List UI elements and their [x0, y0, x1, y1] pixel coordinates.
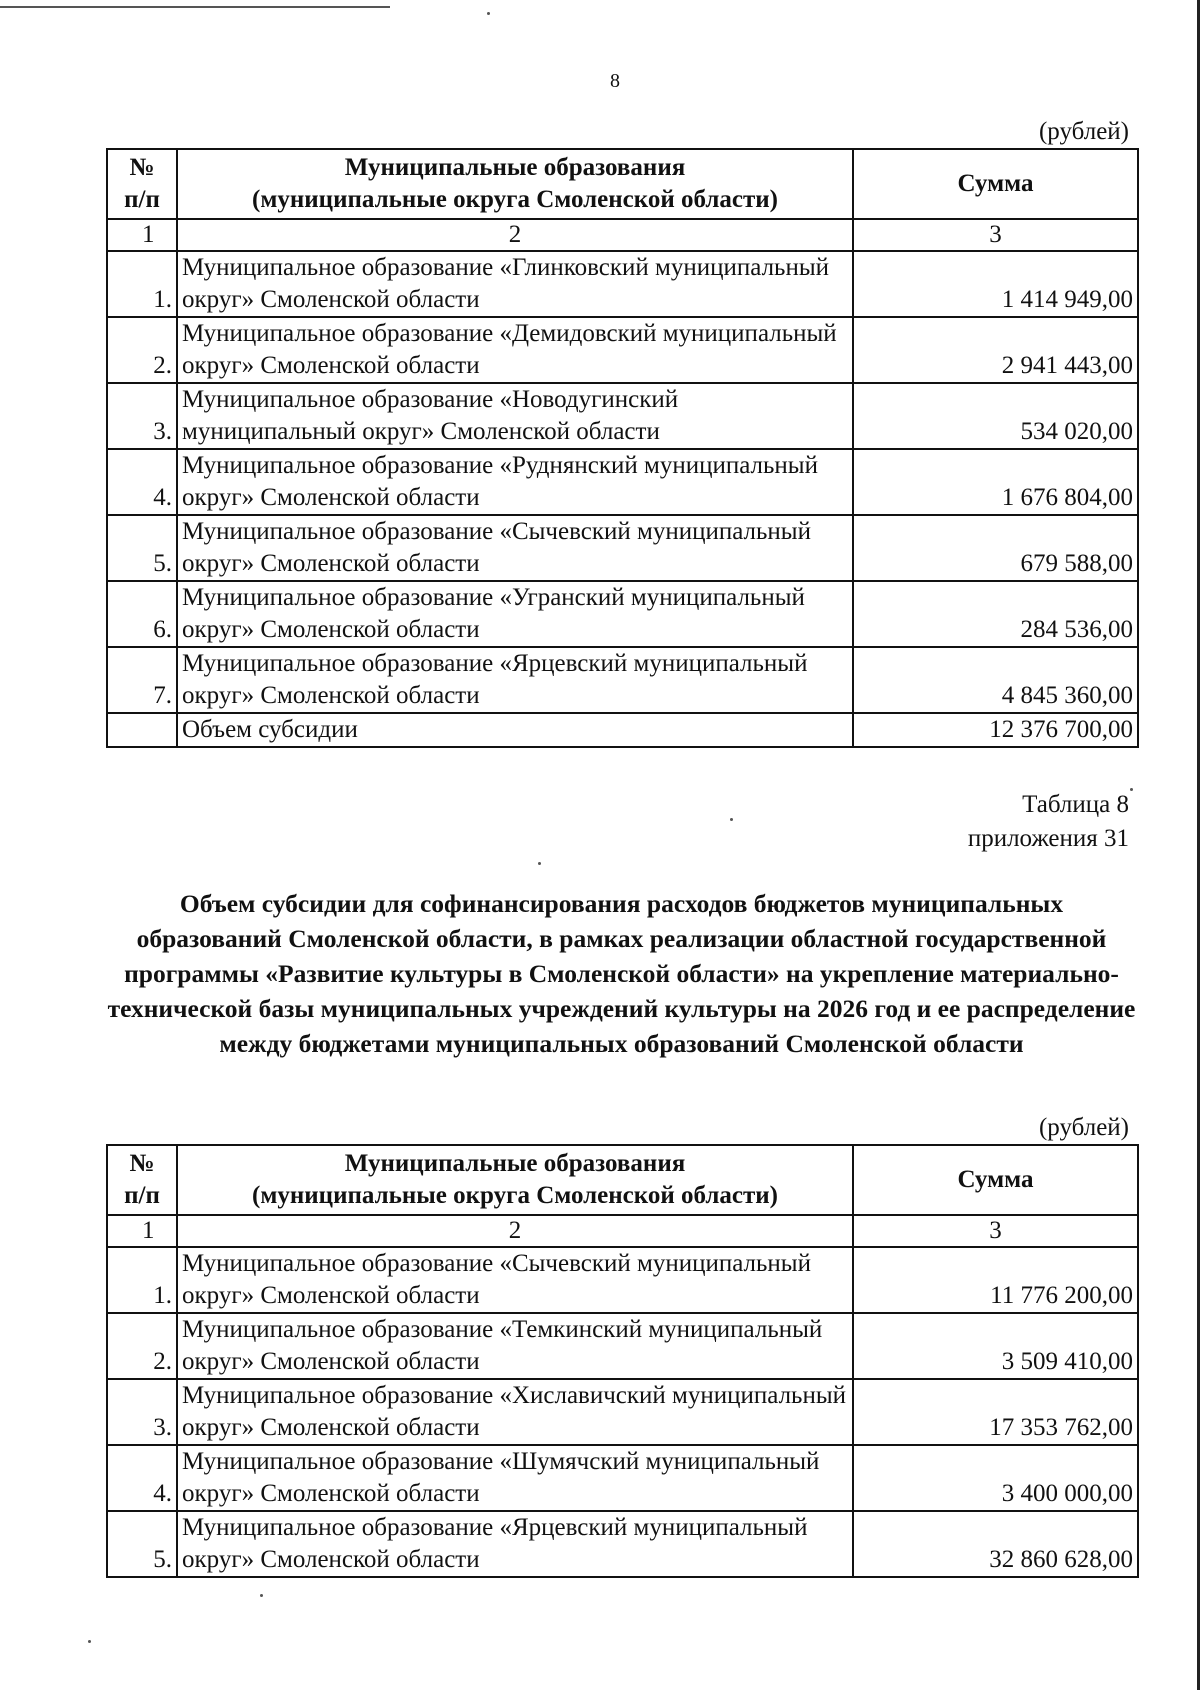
total-label: Объем субсидии	[177, 713, 853, 747]
index-cell: 3	[853, 1215, 1138, 1247]
row-sum: 17 353 762,00	[853, 1379, 1138, 1445]
row-sum: 2 941 443,00	[853, 317, 1138, 383]
row-sum: 1 414 949,00	[853, 251, 1138, 317]
row-municipality: Муниципальное образование «Демидовский муниципальный округ» Смоленской области	[177, 317, 853, 383]
row-municipality: Муниципальное образование «Глинковский муниципальный округ» Смоленской области	[177, 251, 853, 317]
header-municipality: Муниципальные образования (муниципальные округа Смоленской области)	[177, 1145, 853, 1215]
table-row	[107, 1511, 1138, 1577]
row-number: 2.	[107, 317, 177, 383]
subsidy-table-2	[106, 1144, 1139, 1578]
header-number: № п/п	[107, 149, 177, 219]
row-sum: 1 676 804,00	[853, 449, 1138, 515]
row-municipality: Муниципальное образование «Хиславичский муниципальный округ» Смоленской области	[177, 1379, 853, 1445]
row-sum: 3 509 410,00	[853, 1313, 1138, 1379]
row-municipality: Муниципальное образование «Темкинский муниципальный округ» Смоленской области	[177, 1313, 853, 1379]
index-cell: 1	[107, 219, 177, 251]
row-sum: 32 860 628,00	[853, 1511, 1138, 1577]
index-cell: 3	[853, 219, 1138, 251]
index-row	[107, 1215, 1138, 1247]
units-label: (рублей)	[1038, 1114, 1129, 1141]
table-row	[107, 515, 1138, 581]
page-number: 8	[610, 70, 620, 92]
table-caption	[968, 788, 1129, 856]
header-sum: Сумма	[853, 149, 1138, 219]
table-row	[107, 1379, 1138, 1445]
row-number: 5.	[107, 1511, 177, 1577]
table-row	[107, 1313, 1138, 1379]
table-body	[107, 1215, 1138, 1577]
row-sum: 4 845 360,00	[853, 647, 1138, 713]
scan-speck	[730, 818, 733, 821]
scan-speck	[260, 1594, 263, 1597]
row-municipality: Муниципальное образование «Сычевский муниципальный округ» Смоленской области	[177, 515, 853, 581]
row-number: 5.	[107, 515, 177, 581]
table-row	[107, 1445, 1138, 1511]
row-number: 1.	[107, 251, 177, 317]
row-sum: 534 020,00	[853, 383, 1138, 449]
row-sum: 284 536,00	[853, 581, 1138, 647]
table-row	[107, 1247, 1138, 1313]
total-row	[107, 713, 1138, 747]
row-sum: 11 776 200,00	[853, 1247, 1138, 1313]
units-label: (рублей)	[1038, 118, 1129, 145]
index-row	[107, 219, 1138, 251]
row-sum: 3 400 000,00	[853, 1445, 1138, 1511]
subsidy-table-1	[106, 148, 1139, 748]
row-municipality: Муниципальное образование «Ярцевский муниципальный округ» Смоленской области	[177, 647, 853, 713]
row-municipality: Муниципальное образование «Сычевский муниципальный округ» Смоленской области	[177, 1247, 853, 1313]
row-number: 3.	[107, 383, 177, 449]
total-sum: 12 376 700,00	[853, 713, 1138, 747]
row-number: 1.	[107, 1247, 177, 1313]
header-sum: Сумма	[853, 1145, 1138, 1215]
row-municipality: Муниципальное образование «Угранский муниципальный округ» Смоленской области	[177, 581, 853, 647]
row-number: 4.	[107, 449, 177, 515]
scan-speck	[1130, 788, 1133, 791]
caption-table-number: Таблица 8	[1022, 791, 1129, 818]
table-body	[107, 219, 1138, 747]
table-row	[107, 449, 1138, 515]
row-number: 3.	[107, 1379, 177, 1445]
table-heading: Объем субсидии для софинансирования расходов бюджетов муниципальных образований Смоленской области, в рамках реализации областной государственной программы «Развитие культуры в Смоленской области» на укрепление материально-технической базы муниципальных учреждений культуры на 2026 год и ее распределение между бюджетами муниципальных образований Смоленской области	[107, 889, 1136, 1058]
scan-speck	[88, 1640, 91, 1643]
row-municipality: Муниципальное образование «Новодугинский муниципальный округ» Смоленской области	[177, 383, 853, 449]
total-number-cell	[107, 713, 177, 747]
row-number: 7.	[107, 647, 177, 713]
row-number: 2.	[107, 1313, 177, 1379]
index-cell: 2	[177, 219, 853, 251]
scan-speck	[487, 12, 490, 15]
row-number: 6.	[107, 581, 177, 647]
header-number: № п/п	[107, 1145, 177, 1215]
row-number: 4.	[107, 1445, 177, 1511]
header-municipality: Муниципальные образования (муниципальные округа Смоленской области)	[177, 149, 853, 219]
row-municipality: Муниципальное образование «Шумячский муниципальный округ» Смоленской области	[177, 1445, 853, 1511]
scan-artifact-line	[0, 6, 390, 8]
table-row	[107, 317, 1138, 383]
scan-speck	[538, 862, 541, 865]
index-cell: 2	[177, 1215, 853, 1247]
row-municipality: Муниципальное образование «Ярцевский муниципальный округ» Смоленской области	[177, 1511, 853, 1577]
table-row	[107, 383, 1138, 449]
row-sum: 679 588,00	[853, 515, 1138, 581]
index-cell: 1	[107, 1215, 177, 1247]
row-municipality: Муниципальное образование «Руднянский муниципальный округ» Смоленской области	[177, 449, 853, 515]
caption-appendix: приложения 31	[967, 825, 1129, 852]
table-row	[107, 581, 1138, 647]
table-row	[107, 647, 1138, 713]
table-row	[107, 251, 1138, 317]
